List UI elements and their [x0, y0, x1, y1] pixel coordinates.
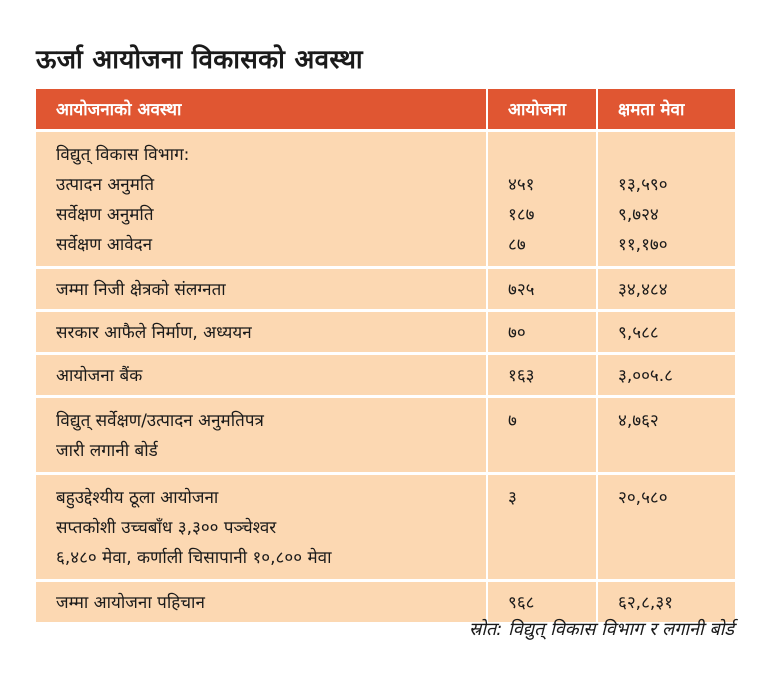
status-cell-line: सर्वेक्षण अनुमति [56, 204, 154, 225]
table-header-row [36, 89, 735, 130]
page-title: ऊर्जा आयोजना विकासको अवस्था [36, 45, 363, 75]
capacity-cell [597, 310, 735, 353]
capacity-cell [597, 353, 735, 396]
projects-cell [487, 130, 597, 267]
capacity-cell [597, 267, 735, 310]
capacity-cell-line [618, 140, 735, 170]
status-cell [36, 267, 487, 310]
status-cell [36, 473, 487, 580]
capacity-cell-line: ११,१७० [618, 234, 668, 255]
capacity-cell-line: ४,७६२ [618, 410, 659, 431]
projects-cell-line: ९६८ [508, 592, 535, 613]
projects-cell [487, 580, 597, 622]
projects-cell-line: १८७ [508, 204, 535, 225]
table-row [36, 580, 735, 622]
source-note: स्रोत: विद्युत् विकास विभाग र लगानी बोर्ड [469, 619, 734, 640]
column-header-status: आयोजनाको अवस्था [36, 89, 487, 130]
table-row [36, 473, 735, 580]
status-cell-line: जारी लगानी बोर्ड [56, 440, 158, 461]
table-body [36, 130, 735, 622]
status-cell-line: आयोजना बैंक [56, 365, 143, 386]
projects-cell [487, 267, 597, 310]
projects-cell [487, 353, 597, 396]
projects-cell-line: ७ [508, 410, 517, 431]
capacity-cell-line: ९,५८८ [618, 322, 659, 343]
status-cell-line: सरकार आफैले निर्माण, अध्ययन [56, 322, 252, 343]
capacity-cell-line: ९,७२४ [618, 204, 659, 225]
table-row [36, 396, 735, 473]
status-cell-line: सर्वेक्षण आवेदन [56, 234, 153, 255]
status-cell-line: विद्युत् सर्वेक्षण/उत्पादन अनुमतिपत्र [56, 410, 264, 431]
status-cell-line: जम्मा आयोजना पहिचान [56, 592, 205, 613]
status-cell [36, 310, 487, 353]
status-cell [36, 396, 487, 473]
capacity-cell [597, 580, 735, 622]
projects-cell-line [508, 140, 596, 170]
capacity-cell-line: ३४,४८४ [618, 279, 668, 300]
status-cell-line: ६,४८० मेवा, कर्णाली चिसापानी १०,८०० मेवा [56, 547, 332, 568]
capacity-cell-line: २०,५८० [618, 487, 668, 508]
status-cell-line: जम्मा निजी क्षेत्रको संलग्नता [56, 279, 226, 300]
table-row [36, 310, 735, 353]
capacity-cell [597, 396, 735, 473]
projects-cell-line: ८७ [508, 234, 526, 255]
projects-cell-line: ७२५ [508, 279, 535, 300]
capacity-cell-line: ३,००५.८ [618, 365, 674, 386]
projects-cell-line: १६३ [508, 365, 535, 386]
capacity-cell [597, 473, 735, 580]
status-cell [36, 130, 487, 267]
projects-cell [487, 396, 597, 473]
capacity-cell [597, 130, 735, 267]
projects-cell-line: ४५१ [508, 174, 535, 195]
column-header-projects: आयोजना [487, 89, 597, 130]
status-cell-line: सप्तकोशी उच्चबाँध ३,३०० पञ्चेश्वर [56, 517, 277, 538]
status-cell [36, 353, 487, 396]
table-row [36, 353, 735, 396]
capacity-cell-line: ६२,८,३१ [618, 592, 674, 613]
projects-cell-line: ७० [508, 322, 526, 343]
projects-cell-line: ३ [508, 487, 517, 508]
table-row [36, 267, 735, 310]
status-cell-line: बहुउद्देश्यीय ठूला आयोजना [56, 487, 219, 508]
energy-projects-table [36, 89, 735, 622]
table-row [36, 130, 735, 267]
projects-cell [487, 310, 597, 353]
projects-cell [487, 473, 597, 580]
column-header-capacity: क्षमता मेवा [597, 89, 735, 130]
status-cell-line: विद्युत् विकास विभाग: [56, 144, 190, 165]
status-cell-line: उत्पादन अनुमति [56, 174, 155, 195]
capacity-cell-line: १३,५९० [618, 174, 668, 195]
status-cell [36, 580, 487, 622]
